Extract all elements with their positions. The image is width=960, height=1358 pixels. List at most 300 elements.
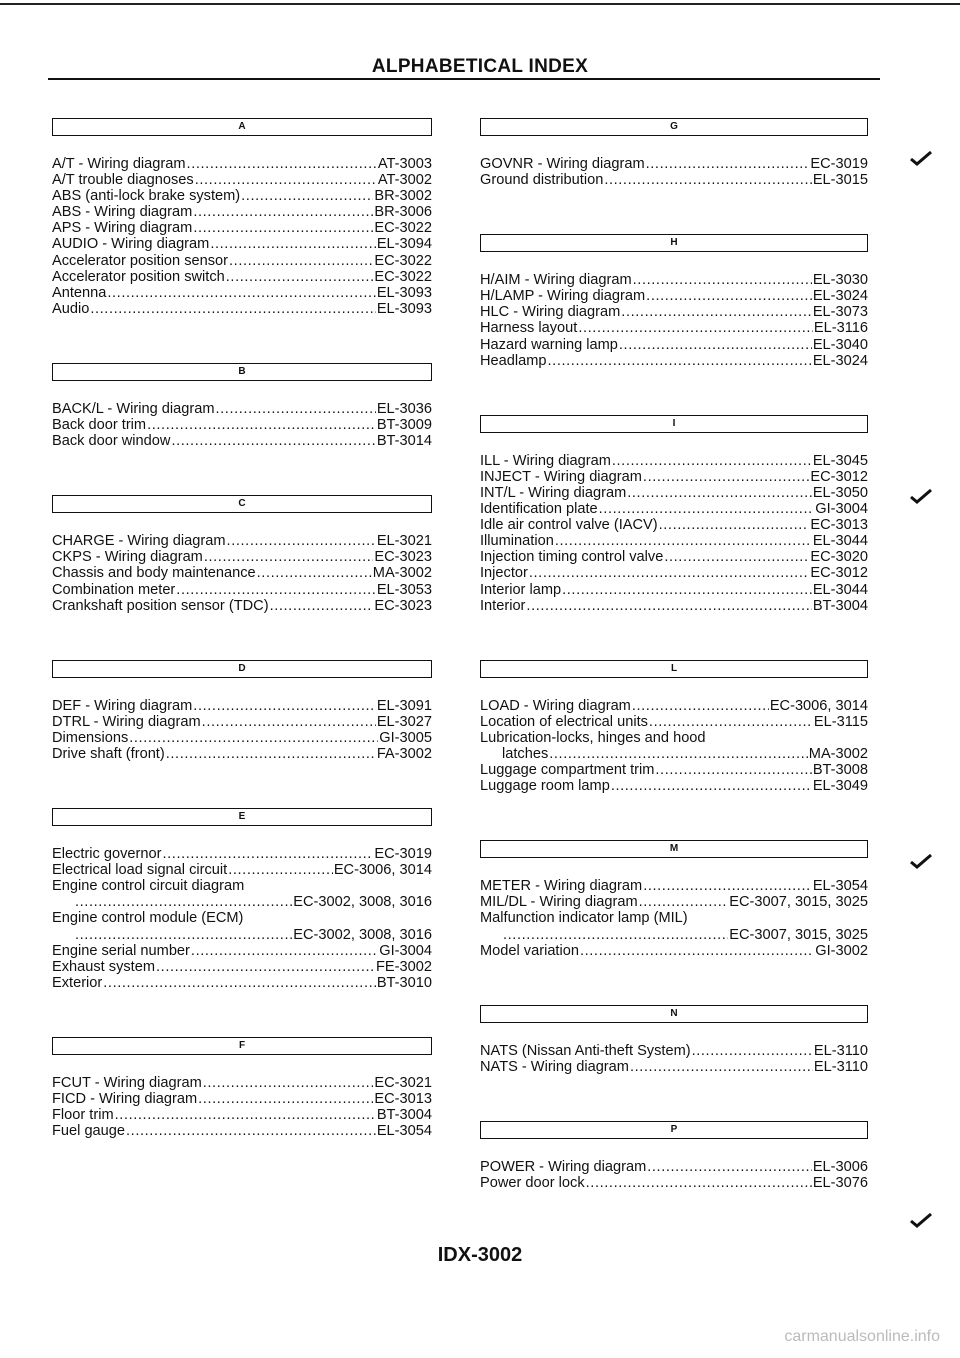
section-letter: I [672,417,676,429]
index-entry-page-ref: EL-3040 [812,336,868,353]
section-letter-header [480,234,868,252]
index-entry-term: Antenna [52,284,107,301]
dot-leader [646,156,810,172]
dot-leader [176,582,376,598]
index-entry-term: Back door trim [52,417,147,434]
index-entry-term: HLC - Wiring diagram [480,304,621,321]
index-entry [52,975,432,991]
index-entry [480,320,868,336]
dot-leader [562,582,812,598]
dot-leader [203,1075,374,1091]
index-entry-term: Injector [480,565,528,582]
index-section [480,118,868,188]
index-entry [52,582,432,598]
dot-leader [647,1159,812,1175]
index-section [480,660,868,795]
section-letter: B [238,365,246,377]
index-entry [52,730,432,746]
index-entry-page-ref: EL-3076 [812,1175,868,1191]
dot-leader [632,698,769,714]
dot-leader [210,236,375,252]
dot-leader [187,156,377,172]
index-entry-term: Interior [480,597,526,614]
section-letter-header [52,1037,432,1055]
dot-leader [529,565,810,581]
index-entry-term: ILL - Wiring diagram [480,452,611,469]
dot-leader [103,975,376,991]
dot-leader [107,285,375,301]
index-entry-page-ref: EL-3054 [812,878,868,895]
index-entry-page-ref: EC-3006, 3014 [333,862,432,879]
index-entry [52,927,432,943]
index-entry-term: GOVNR - Wiring diagram [480,156,645,172]
dot-leader [692,1043,813,1059]
section-letter-header [480,118,868,136]
index-entry-term: DEF - Wiring diagram [52,697,193,714]
section-letter-header [52,808,432,826]
dot-leader [586,1175,812,1191]
dot-leader [655,762,811,778]
index-entry-page-ref: EC-3013 [810,517,868,534]
dot-leader [621,304,812,320]
dot-leader [580,943,814,959]
index-entry-page-ref: EC-3007, 3015, 3025 [729,894,868,911]
index-entry [480,549,868,565]
index-entry-term: A/T - Wiring diagram [52,156,186,172]
dot-leader [639,894,729,910]
index-entry-term: latches [502,745,549,762]
page-number: IDX-3002 [437,1244,523,1266]
index-section [52,118,432,317]
index-section [480,840,868,958]
index-entry-page-ref: EL-3045 [812,452,868,469]
index-entry-page-ref: FE-3002 [376,958,432,975]
index-entry-term: MIL/DL - Wiring diagram [480,894,638,911]
index-entry-page-ref: BT-3014 [376,433,432,450]
index-entry-term: Accelerator position switch [52,268,225,285]
index-entry [480,485,868,501]
dot-leader [612,453,812,469]
index-entry-page-ref: EL-3115 [813,713,868,730]
dot-leader [548,353,812,369]
section-letter-header [52,363,432,381]
index-entry [52,549,432,565]
dot-leader [129,730,378,746]
index-entry-page-ref: EL-3093 [376,284,432,301]
index-entry-page-ref: EC-3023 [374,549,432,566]
index-entry-page-ref: EC-3013 [374,1091,432,1107]
section-letter: E [238,811,246,823]
title-rule [48,78,880,80]
index-entry-page-ref: MA-3002 [372,565,432,582]
index-entry [52,172,432,188]
index-entry-term: AUDIO - Wiring diagram [52,236,210,253]
index-entry-term: NATS - Wiring diagram [480,1058,629,1075]
section-letter: D [238,662,246,674]
section-letter: L [670,662,678,674]
section-gap [480,1075,868,1121]
dot-leader [198,1091,373,1107]
index-entry-term: Combination meter [52,581,176,598]
section-letter-header [480,1005,868,1023]
index-entry [52,1091,432,1107]
index-entry-term: Ground distribution [480,172,604,189]
section-gap [52,317,432,363]
index-entry-term: Power door lock [480,1175,585,1191]
index-section [480,415,868,614]
index-entry-page-ref: EC-3022 [374,252,432,269]
dot-leader [193,204,373,220]
index-entry-term: INT/L - Wiring diagram [480,484,627,501]
index-entry [52,959,432,975]
dot-leader [229,253,373,269]
index-entry-page-ref: EC-3019 [810,156,868,172]
index-entry-term: BACK/L - Wiring diagram [52,400,215,417]
index-entry [52,862,432,878]
index-entry [480,582,868,598]
index-entry-term: Floor trim [52,1107,114,1124]
section-letter-header [480,415,868,433]
index-entry-term: Fuel gauge [52,1123,126,1140]
index-entry [52,156,432,172]
index-entry [480,1043,868,1059]
index-entry-term: Audio [52,300,90,317]
index-section [480,1005,868,1075]
section-letter: N [670,1007,678,1019]
index-entry-page-ref: BR-3002 [374,188,432,205]
dot-leader [156,959,375,975]
index-entry [480,1175,868,1191]
dot-leader [578,320,813,336]
top-border [0,3,960,5]
dot-leader [604,172,812,188]
dot-leader [163,846,374,862]
index-entry-page-ref: EL-3036 [376,400,432,417]
index-entry [480,172,868,188]
index-entry-term: Crankshaft position sensor (TDC) [52,597,269,614]
dot-leader [257,565,372,581]
index-entry-term: Electric governor [52,846,162,863]
index-entry [480,533,868,549]
index-entry-page-ref: EC-3019 [374,846,432,863]
index-entry-term: Headlamp [480,352,547,369]
index-section [52,660,432,762]
section-letter-header [480,1121,868,1139]
dot-leader [643,878,812,894]
index-entry-page-ref: EC-3006, 3014 [769,697,868,714]
index-entry-term: Electrical load signal circuit [52,862,228,879]
dot-leader [195,172,377,188]
section-gap [52,614,432,660]
index-entry-term: H/AIM - Wiring diagram [480,272,632,289]
index-entry-page-ref: EL-3110 [813,1058,868,1075]
index-entry-page-ref: BT-3004 [812,597,868,614]
index-entry-page-ref: EL-3116 [813,320,868,337]
index-entry [480,714,868,730]
margin-tick-icon [910,150,932,166]
dot-leader [503,927,728,943]
index-entry [480,288,868,304]
dot-leader [226,269,374,285]
index-entry-term: Idle air control valve (IACV) [480,517,658,534]
section-letter: H [670,237,678,249]
index-entry [52,698,432,714]
index-entry [480,272,868,288]
section-gap [480,188,868,234]
index-entry-page-ref: EC-3023 [374,597,432,614]
dot-leader [75,894,292,910]
section-letter: F [238,1039,246,1051]
dot-leader [649,714,813,730]
section-letter-header [52,495,432,513]
index-entry-term: Interior lamp [480,581,562,598]
section-gap [52,449,432,495]
section-gap [480,614,868,660]
index-entry-term: Injection timing control valve [480,549,664,566]
index-entry-term: Luggage room lamp [480,778,610,795]
dot-leader [202,714,376,730]
index-entry [480,469,868,485]
index-entry-term: CKPS - Wiring diagram [52,549,203,566]
index-entry-term: Hazard warning lamp [480,336,618,353]
index-entry [52,253,432,269]
section-gap [480,794,868,840]
index-entry-page-ref: AT-3003 [377,156,432,172]
index-entry-page-ref: EL-3053 [376,581,432,598]
index-entry-page-ref: FA-3002 [376,745,432,762]
index-entry-page-ref: EC-3002, 3008, 3016 [293,894,432,911]
index-entry-term: INJECT - Wiring diagram [480,468,642,485]
index-entry-page-ref: EC-3002, 3008, 3016 [293,926,432,943]
section-letter-header [52,118,432,136]
dot-leader [526,598,811,614]
index-entry-term: Chassis and body maintenance [52,565,256,582]
index-entry-page-ref: EL-3044 [812,581,868,598]
index-entry-term: ABS (anti-lock brake system) [52,188,241,205]
index-entry [480,304,868,320]
index-entry-term: Identification plate [480,501,598,518]
index-entry-page-ref: BT-3004 [376,1107,432,1124]
margin-tick-icon [910,488,932,504]
index-entry-term: Engine control circuit diagram [52,878,245,895]
dot-leader [193,698,376,714]
index-entry-term: Engine control module (ECM) [52,910,244,927]
index-entry-page-ref: EL-3050 [812,484,868,501]
index-entry-term: NATS (Nissan Anti-theft System) [480,1042,691,1059]
index-entry [52,565,432,581]
index-entry [480,156,868,172]
index-entry [52,714,432,730]
index-entry-term: FCUT - Wiring diagram [52,1074,202,1091]
index-entry-page-ref: EC-3020 [810,549,868,566]
index-entry-term: Lubrication-locks, hinges and hood [480,729,706,746]
dot-leader [215,401,375,417]
dot-leader [599,501,815,517]
dot-leader [166,746,376,762]
index-entry-page-ref: EL-3049 [812,778,868,795]
dot-leader [549,746,808,762]
index-entry-term: Accelerator position sensor [52,252,229,269]
left-column [52,118,432,1139]
margin-tick-icon [910,853,932,869]
index-entry-page-ref: EL-3024 [812,288,868,305]
index-entry [52,401,432,417]
dot-leader [75,927,292,943]
index-entry [52,204,432,220]
dot-leader [126,1123,376,1139]
section-gap [480,369,868,415]
dot-leader [115,1107,376,1123]
index-entry-term: Dimensions [52,729,129,746]
dot-leader [619,337,812,353]
section-letter-header [480,660,868,678]
index-entry-page-ref: EL-3030 [812,272,868,289]
dot-leader [555,533,812,549]
section-letter: A [238,121,246,132]
dot-leader [227,533,376,549]
index-entry-page-ref: EL-3006 [812,1158,868,1175]
index-entry [52,533,432,549]
index-entry-page-ref: GI-3004 [379,942,432,959]
index-section [52,808,432,991]
index-entry [480,943,868,959]
index-entry [52,220,432,236]
index-section [52,363,432,449]
index-entry [52,1123,432,1139]
index-entry [52,1075,432,1091]
dot-leader [228,862,333,878]
index-entry-term: Harness layout [480,320,578,337]
dot-leader [90,301,375,317]
index-entry-term: Illumination [480,533,554,550]
index-entry [52,236,432,252]
section-letter: P [670,1123,678,1135]
dot-leader [633,272,812,288]
index-entry-page-ref: BT-3008 [812,762,868,779]
index-entry [52,746,432,762]
watermark: carmanualsonline.info [784,1328,940,1345]
index-entry-page-ref: EL-3073 [812,304,868,321]
index-section [480,1121,868,1191]
index-entry-term: Malfunction indicator lamp (MIL) [480,910,688,927]
index-entry [52,943,432,959]
index-entry [480,501,868,517]
index-entry-page-ref: GI-3002 [815,942,868,959]
index-entry-page-ref: GI-3005 [379,729,432,746]
index-entry-page-ref: EC-3007, 3015, 3025 [729,926,868,943]
index-entry-page-ref: EL-3044 [812,533,868,550]
dot-leader [147,417,376,433]
index-entry-page-ref: BT-3010 [376,974,432,991]
index-entry [480,1159,868,1175]
index-entry-page-ref: EC-3021 [374,1074,432,1091]
index-entry-term: Back door window [52,433,171,450]
index-entry [480,762,868,778]
index-entry [480,517,868,533]
index-entry-page-ref: BT-3009 [376,417,432,434]
index-entry [480,453,868,469]
dot-leader [643,469,809,485]
index-entry-page-ref: EL-3021 [376,533,432,550]
index-section [52,495,432,613]
index-entry [480,337,868,353]
section-gap [52,991,432,1037]
index-entry-page-ref: MA-3002 [808,745,868,762]
section-gap [480,959,868,1005]
index-entry-page-ref: BR-3006 [374,204,432,221]
index-entry [52,894,432,910]
index-entry-page-ref: EL-3094 [376,236,432,253]
margin-tick-icon [910,1212,932,1228]
dot-leader [659,517,810,533]
index-entry [480,1059,868,1075]
index-entry [52,301,432,317]
index-entry [52,417,432,433]
index-entry [52,433,432,449]
index-entry-page-ref: EC-3012 [810,468,868,485]
index-entry-term: CHARGE - Wiring diagram [52,533,226,550]
index-entry-page-ref: EC-3012 [810,565,868,582]
index-entry [480,598,868,614]
index-entry-term: Drive shaft (front) [52,745,165,762]
section-letter: C [238,498,246,510]
dot-leader [611,778,812,794]
index-entry-page-ref: EL-3093 [376,300,432,317]
dot-leader [664,549,809,565]
dot-leader [191,943,378,959]
index-entry-term: Location of electrical units [480,713,648,730]
index-entry-page-ref: EL-3015 [812,172,868,189]
index-entry [52,188,432,204]
dot-leader [646,288,812,304]
index-entry [52,846,432,862]
dot-leader [630,1059,813,1075]
index-entry [480,353,868,369]
dot-leader [204,549,374,565]
index-entry-page-ref: EL-3024 [812,352,868,369]
section-letter: G [670,121,678,132]
index-entry-term: APS - Wiring diagram [52,220,193,237]
index-entry-page-ref: EC-3022 [374,220,432,237]
index-section [52,1037,432,1139]
index-entry-page-ref: GI-3004 [815,501,868,518]
index-entry [480,565,868,581]
section-gap [52,762,432,808]
index-entry-term: ABS - Wiring diagram [52,204,193,221]
index-entry-page-ref: EL-3054 [376,1123,432,1140]
dot-leader [171,433,375,449]
dot-leader [193,220,373,236]
index-entry-term: FICD - Wiring diagram [52,1091,198,1107]
dot-leader [241,188,373,204]
index-entry-term: Exterior [52,974,103,991]
index-entry [480,746,868,762]
index-entry [480,778,868,794]
index-entry [52,598,432,614]
index-entry-page-ref: EL-3027 [376,713,432,730]
index-entry-term: LOAD - Wiring diagram [480,697,631,714]
section-letter-header [52,660,432,678]
page-title: ALPHABETICAL INDEX [371,56,589,77]
right-column [480,118,868,1191]
index-entry-term: Luggage compartment trim [480,762,655,779]
index-entry [480,894,868,910]
index-entry-term: POWER - Wiring diagram [480,1158,647,1175]
index-entry-term: Exhaust system [52,958,156,975]
index-entry-term: METER - Wiring diagram [480,878,643,895]
index-entry-term: A/T trouble diagnoses [52,172,194,189]
index-entry-page-ref: EL-3091 [376,697,432,714]
